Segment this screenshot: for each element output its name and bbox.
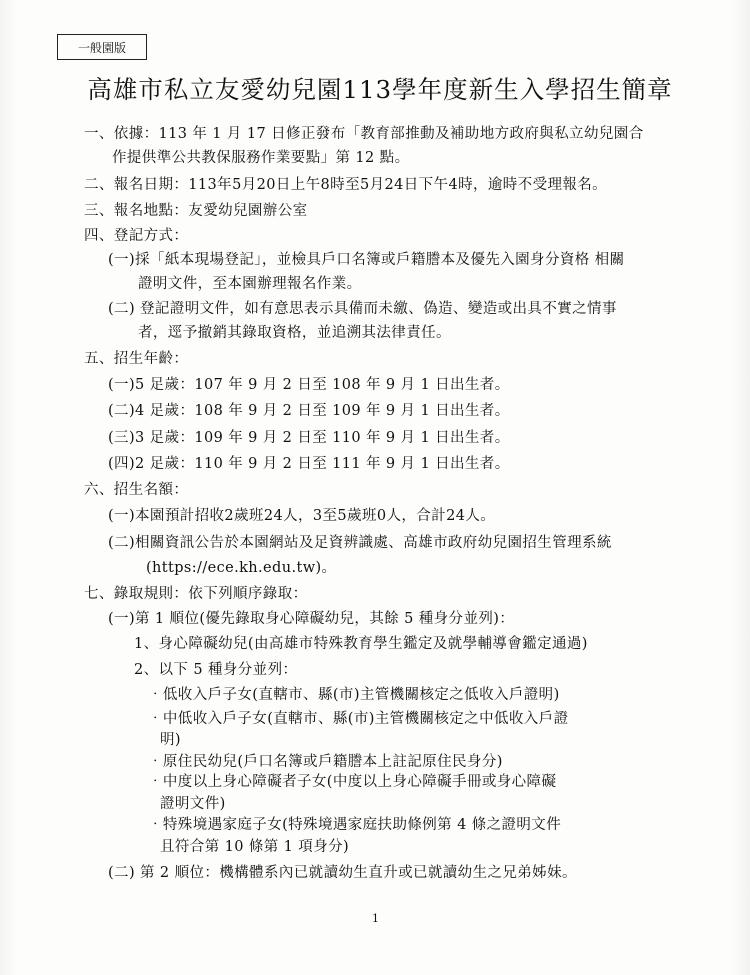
text-line: 三、報名地點：友愛幼兒園辦公室 bbox=[84, 203, 308, 219]
text-line: (二)相關資訊公告於本園網站及足資辨識處、高雄市政府幼兒園招生管理系統 bbox=[108, 535, 612, 551]
text-line: 四、登記方式： bbox=[84, 228, 189, 244]
text-line: 者，逕予撤銷其錄取資格，並追溯其法律責任。 bbox=[138, 325, 451, 341]
text-line: 1、身心障礙幼兒(由高雄市特殊教育學生鑑定及就學輔導會鑑定通過) bbox=[134, 636, 588, 652]
text-line: (一)採「紙本現場登記」，並檢具戶口名簿或戶籍謄本及優先入園身分資格 相關 bbox=[108, 252, 625, 268]
text-line: ‧原住民幼兒(戶口名簿或戶籍謄本上註記原住民身分) bbox=[148, 754, 503, 770]
text-line: (三)3 足歲：109 年 9 月 2 日至 110 年 9 月 1 日出生者。 bbox=[108, 430, 510, 446]
text-line: ‧特殊境遇家庭子女(特殊境遇家庭扶助條例第 4 條之證明文件 bbox=[148, 817, 562, 833]
text-line: 七、錄取規則：依下列順序錄取： bbox=[84, 586, 308, 602]
version-tag: 一般園版 bbox=[57, 34, 147, 60]
text-line: 一、依據：113 年 1 月 17 日修正發布「教育部推動及補助地方政府與私立幼兒園合 bbox=[84, 126, 644, 142]
text-line: 證明文件) bbox=[160, 796, 226, 812]
text-line: 明) bbox=[160, 732, 181, 748]
text-line: 2、以下 5 種身分並列： bbox=[134, 662, 298, 678]
text-line: (四)2 足歲：110 年 9 月 2 日至 111 年 9 月 1 日出生者。 bbox=[108, 456, 510, 472]
text-line: (二) 登記證明文件，如有意思表示具備而未繳、偽造、變造或出具不實之情事 bbox=[108, 301, 617, 317]
text-line: ‧中低收入戶子女(直轄市、縣(市)主管機關核定之中低收入戶證 bbox=[148, 711, 569, 727]
text-line: 五、招生年齡： bbox=[84, 351, 189, 367]
text-line: (二) 第 2 順位：機構體系內已就讀幼生直升或已就讀幼生之兄弟姊妹。 bbox=[108, 865, 577, 881]
text-line: 且符合第 10 條第 1 項身分) bbox=[160, 839, 350, 855]
page-number: 1 bbox=[372, 912, 379, 925]
text-line: 證明文件，至本園辦理報名作業。 bbox=[138, 276, 362, 292]
text-line: 作提供準公共教保服務作業要點」第 12 點。 bbox=[112, 150, 410, 166]
text-line: (一)5 足歲：107 年 9 月 2 日至 108 年 9 月 1 日出生者。 bbox=[108, 377, 510, 393]
text-line: 二、報名日期：113年5月20日上午8時至5月24日下午4時，逾時不受理報名。 bbox=[84, 177, 608, 193]
text-line: 六、招生名額： bbox=[84, 482, 189, 498]
text-line: (一)本園預計招收2歲班24人，3至5歲班0人，合計24人。 bbox=[108, 508, 496, 524]
text-line: (二)4 足歲：108 年 9 月 2 日至 109 年 9 月 1 日出生者。 bbox=[108, 403, 510, 419]
text-line: ‧中度以上身心障礙者子女(中度以上身心障礙手冊或身心障礙 bbox=[148, 774, 557, 790]
document-title: 高雄市私立友愛幼兒園113學年度新生入學招生簡章 bbox=[87, 75, 673, 104]
text-line: ‧低收入戶子女(直轄市、縣(市)主管機關核定之低收入戶證明) bbox=[148, 687, 560, 703]
text-line: (https://ece.kh.edu.tw)。 bbox=[146, 560, 337, 576]
text-line: (一)第 1 順位(優先錄取身心障礙幼兒，其餘 5 種身分並列)： bbox=[108, 611, 515, 627]
